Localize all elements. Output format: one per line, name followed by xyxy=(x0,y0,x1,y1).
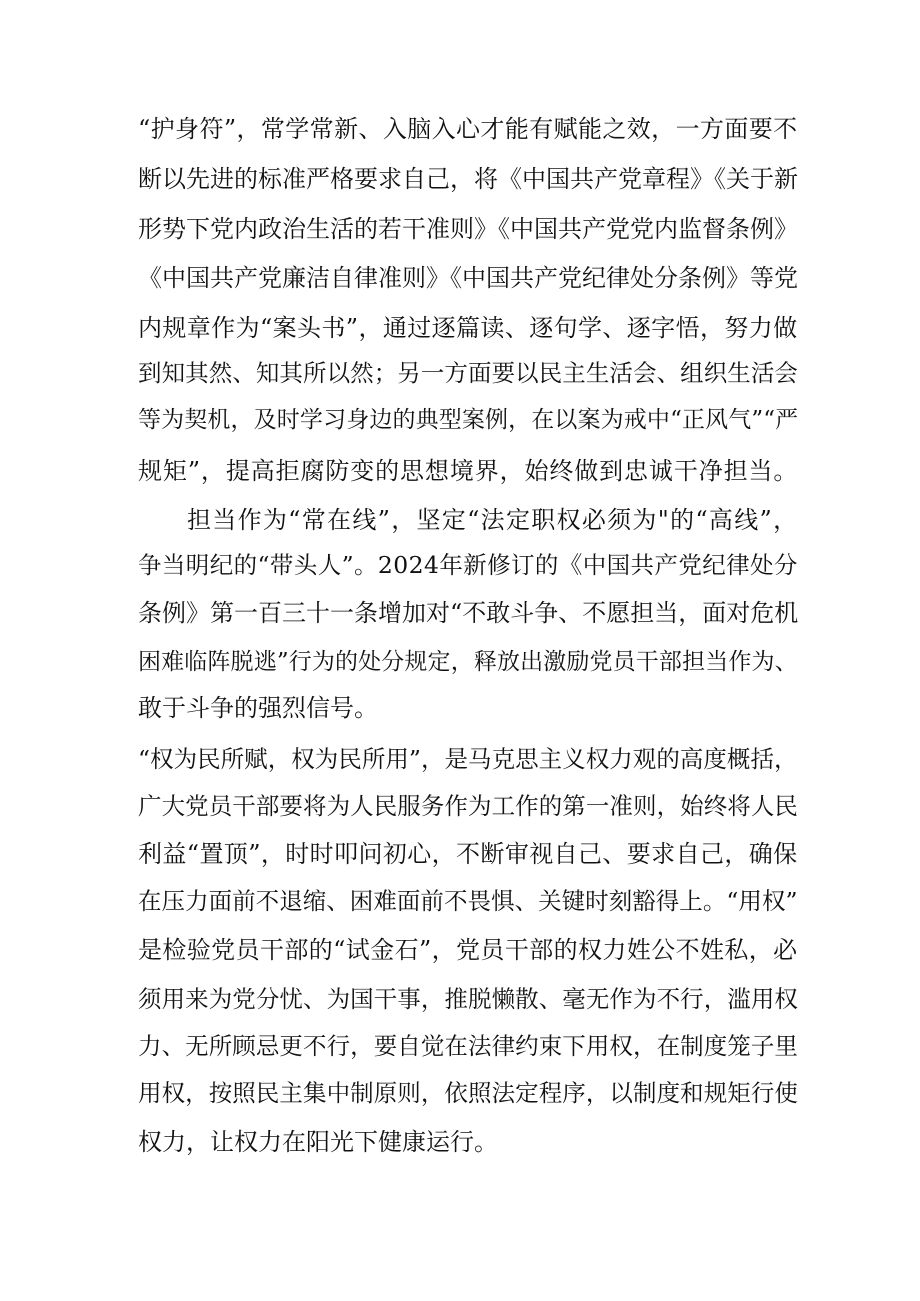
paragraph-1-line-2: 断以先进的标准严格要求自己，将《中国共产党章程》《关于新 xyxy=(138,165,798,193)
paragraph-1-line-4: 《中国共产党廉洁自律准则》《中国共产党纪律处分条例》等党 xyxy=(138,264,798,292)
paragraph-2-line-3: 条例》第一百三十一条增加对“不敢斗争、不愿担当，面对危机 xyxy=(138,599,799,627)
paragraph-3-line-6: 须用来为党分忧、为国干事，推脱懒散、毫无作为不行，滥用权 xyxy=(138,985,798,1013)
paragraph-1-line-5: 内规章作为“案头书”，通过逐篇读、逐句学、逐字悟，努力做 xyxy=(138,314,798,342)
paragraph-3-line-4: 在压力面前不退缩、困难面前不畏惧、关键时刻豁得上。“用权” xyxy=(138,887,798,915)
paragraph-1-line-6: 到知其然、知其所以然；另一方面要以民主生活会、组织生活会 xyxy=(138,359,798,387)
paragraph-3-line-3: 利益“置顶”，时时叩问初心，不断审视自己、要求自己，确保 xyxy=(138,840,798,868)
paragraph-3-line-5: 是检验党员干部的“试金石”，党员干部的权力姓公不姓私，必 xyxy=(138,936,798,964)
paragraph-2-line-4: 困难临阵脱逃”行为的处分规定，释放出激励党员干部担当作为、 xyxy=(138,649,798,675)
paragraph-1-line-7: 等为契机，及时学习身边的典型案例，在以案为戒中“正风气”“严 xyxy=(138,407,799,433)
paragraph-3-line-1: “权为民所赋，权为民所用”，是马克思主义权力观的高度概括， xyxy=(138,745,798,773)
paragraph-1-line-3: 形势下党内政治生活的若干准则》《中国共产党党内监督条例》 xyxy=(138,215,798,243)
paragraph-1-line-8: 规矩”，提高拒腐防变的思想境界，始终做到忠诚干净担当。 xyxy=(138,457,799,485)
paragraph-2-line-2: 争当明纪的“带头人”。2024年新修订的《中国共产党纪律处分 xyxy=(138,551,798,579)
paragraph-3-line-2: 广大党员干部要将为人民服务作为工作的第一准则，始终将人民 xyxy=(138,792,798,820)
paragraph-3-line-9: 权力，让权力在阳光下健康运行。 xyxy=(138,1128,498,1156)
paragraph-3-line-8: 用权，按照民主集中制原则，依照法定程序，以制度和规矩行使 xyxy=(138,1079,798,1107)
paragraph-1-line-1: “护身符”，常学常新、入脑入心才能有赋能之效，一方面要不 xyxy=(138,115,798,143)
paragraph-3-line-7: 力、无所顾忌更不行，要自觉在法律约束下用权，在制度笼子里 xyxy=(138,1032,798,1060)
paragraph-2-line-1: 担当作为“常在线”，坚定“法定职权必须为"的“高线”， xyxy=(187,506,799,534)
paragraph-2-line-5: 敢于斗争的强烈信号。 xyxy=(138,694,378,722)
